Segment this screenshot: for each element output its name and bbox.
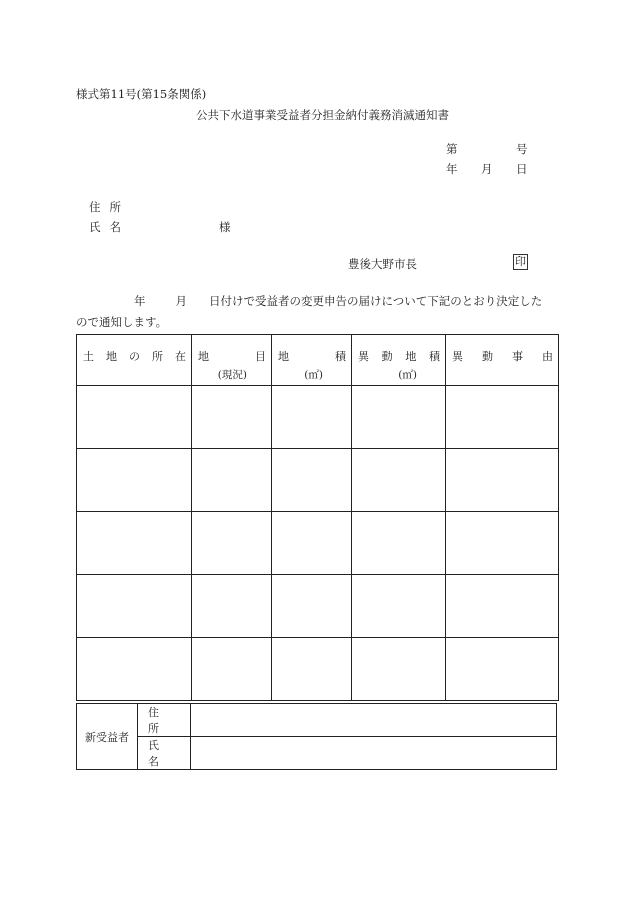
cell-area[interactable] [272, 449, 352, 512]
cell-change-reason[interactable] [446, 638, 559, 701]
date-month-label: 月 [481, 162, 493, 176]
header-location-text: 土 地 の 所 在 [83, 350, 186, 363]
header-land-category [192, 335, 272, 386]
body-text-line2: ので通知します。 [76, 315, 168, 329]
cell-changed-area[interactable] [352, 638, 446, 701]
recipient-name-label: 氏名 [89, 220, 130, 234]
cell-location[interactable] [77, 512, 192, 575]
table-row [77, 512, 559, 575]
land-table [76, 334, 559, 701]
table-row [77, 575, 559, 638]
cell-land-category[interactable] [192, 638, 272, 701]
header-change-reason [446, 335, 559, 386]
new-beneficiary-name-row [77, 737, 557, 770]
cell-land-category[interactable] [192, 512, 272, 575]
cell-changed-area[interactable] [352, 449, 446, 512]
cell-change-reason[interactable] [446, 449, 559, 512]
header-changed-area-unit: (㎡) [398, 369, 417, 381]
form-number: 様式第11号(第15条関係) [76, 87, 207, 101]
body-month-label: 月 [175, 294, 187, 308]
cell-area[interactable] [272, 512, 352, 575]
cell-area[interactable] [272, 575, 352, 638]
cell-location[interactable] [77, 386, 192, 449]
honorific: 様 [219, 220, 231, 234]
header-land-category-sub: (現況) [217, 369, 247, 381]
body-text-line1 [134, 293, 542, 309]
table-row [77, 386, 559, 449]
cell-location[interactable] [77, 638, 192, 701]
date-year-label: 年 [446, 162, 458, 176]
header-changed-area [352, 335, 446, 386]
cell-land-category[interactable] [192, 386, 272, 449]
cell-change-reason[interactable] [446, 512, 559, 575]
cell-area[interactable] [272, 386, 352, 449]
new-beneficiary-name-field[interactable] [191, 737, 557, 770]
cell-land-category[interactable] [192, 449, 272, 512]
new-beneficiary-label: 新受益者 [77, 704, 138, 770]
cell-area[interactable] [272, 638, 352, 701]
header-area [272, 335, 352, 386]
header-area-text: 地 積 [278, 350, 346, 363]
issuer-title: 豊後大野市長 [348, 257, 417, 271]
header-changed-area-text: 異 動 地 積 [358, 350, 440, 363]
document-title: 公共下水道事業受益者分担金納付義務消滅通知書 [196, 108, 449, 122]
doc-number-label: 第 [446, 142, 458, 156]
new-beneficiary-table [76, 703, 557, 770]
new-beneficiary-address-field[interactable] [191, 704, 557, 737]
new-beneficiary-address-row [77, 704, 557, 737]
seal-mark: 印 [515, 255, 526, 268]
cell-changed-area[interactable] [352, 575, 446, 638]
cell-change-reason[interactable] [446, 575, 559, 638]
cell-changed-area[interactable] [352, 512, 446, 575]
recipient-address-label: 住所 [89, 200, 130, 214]
body-sentence: 日付けで受益者の変更申告の届けについて下記のとおり決定した [209, 294, 543, 308]
cell-changed-area[interactable] [352, 386, 446, 449]
table-header-row [77, 335, 559, 386]
cell-change-reason[interactable] [446, 386, 559, 449]
cell-land-category[interactable] [192, 575, 272, 638]
date-day-label: 日 [516, 162, 528, 176]
cell-location[interactable] [77, 449, 192, 512]
doc-number-suffix: 号 [516, 142, 528, 156]
header-area-unit: (㎡) [304, 369, 323, 381]
body-year-label: 年 [134, 294, 146, 308]
table-row [77, 449, 559, 512]
new-beneficiary-address-label: 住所 [138, 704, 191, 737]
header-change-reason-text: 異 動 事 由 [452, 350, 553, 363]
cell-location[interactable] [77, 575, 192, 638]
header-location [77, 335, 192, 386]
header-land-category-text: 地 目 [198, 350, 266, 363]
new-beneficiary-name-label: 氏名 [138, 737, 191, 770]
table-row [77, 638, 559, 701]
